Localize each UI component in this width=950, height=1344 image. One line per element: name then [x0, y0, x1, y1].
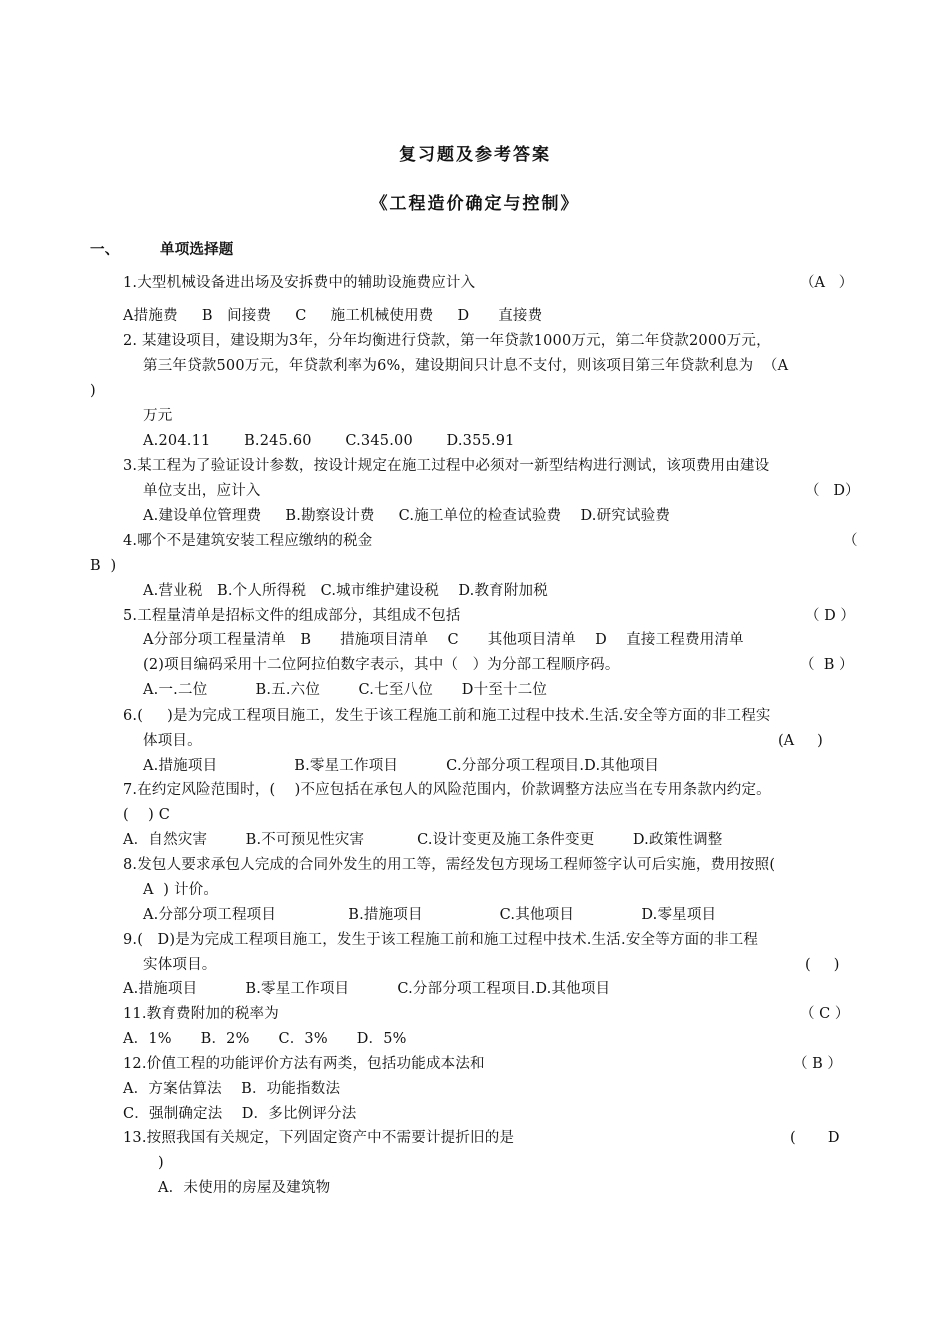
question-2-line-2: 第三年贷款500万元，年贷款利率为6%，建设期间只计息不支付，则该项目第三年贷款利息为 （A [143, 358, 789, 374]
option-13-a: A．未使用的房屋及建筑物 [158, 1180, 331, 1196]
answer-1: （A ） [800, 275, 854, 291]
question-3-line-2: 单位支出，应计入 [143, 483, 261, 499]
answer-3: （ D） [805, 483, 860, 499]
question-6-line-2: 体项目。 [143, 733, 202, 749]
answer-12: （ B ） [793, 1056, 842, 1072]
answer-9: ( ) [805, 957, 840, 973]
answer-6: (A ) [778, 733, 823, 749]
options-11: A．1% B．2% C．3% D．5% [123, 1031, 407, 1047]
question-3-line-1: 3.某工程为了验证设计参数，按设计规定在施工过程中必须对一新型结构进行测试，该项费用由建设 [123, 458, 770, 474]
options-9: A.措施项目 B.零星工作项目 C.分部分项工程项目.D.其他项目 [123, 981, 611, 997]
question-6-line-1: 6.( )是为完成工程项目施工，发生于该工程施工前和施工过程中技术.生活.安全等方面的非工程实 [123, 708, 771, 724]
question-5-2: (2)项目编码采用十二位阿拉伯数字表示，其中（ ）为分部工程顺序码。 [143, 657, 620, 673]
question-9-line-2: 实体项目。 [143, 957, 217, 973]
question-2-line-4: 万元 [143, 408, 173, 424]
options-12-line-2: C．强制确定法 D．多比例评分法 [123, 1106, 357, 1122]
options-5-2: A.一.二位 B.五.六位 C.七至八位 D十至十二位 [143, 682, 548, 698]
answer-4-open: （ [843, 533, 858, 549]
answer-11: （ C ） [800, 1006, 850, 1022]
question-11: 11.教育费附加的税率为 [123, 1006, 279, 1022]
question-8-line-1: 8.发包人要求承包人完成的合同外发生的用工等，需经发包方现场工程师签字认可后实施，费用按照( [123, 857, 776, 873]
section-number: 一、 [90, 242, 120, 258]
options-8: A.分部分项工程项目 B.措施项目 C.其他项目 D.零星项目 [143, 907, 717, 923]
question-2-line-1: 2. 某建设项目，建设期为3年，分年均衡进行贷款，第一年贷款1000万元，第二年贷款2000万元， [123, 333, 771, 349]
options-12-line-1: A．方案估算法 B．功能指数法 [123, 1081, 341, 1097]
options-7: A．自然灾害 B.不可预见性灾害 C.设计变更及施工条件变更 D.政策性调整 [123, 832, 723, 848]
question-2-line-3: ) [90, 383, 96, 399]
answer-5-2: （ B ） [800, 657, 854, 673]
options-6: A.措施项目 B.零星工作项目 C.分部分项工程项目.D.其他项目 [143, 758, 660, 774]
question-4: 4.哪个不是建筑安装工程应缴纳的税金 [123, 533, 373, 549]
question-13: 13.按照我国有关规定，下列固定资产中不需要计提折旧的是 [123, 1130, 515, 1146]
options-3: A.建设单位管理费 B.勘察设计费 C.施工单位的检查试验费 D.研究试验费 [143, 508, 671, 524]
question-13-line-2: ) [158, 1155, 164, 1171]
question-9-line-1: 9.( D)是为完成工程项目施工，发生于该工程施工前和施工过程中技术.生活.安全等方面的非工程 [123, 932, 759, 948]
section-heading: 单项选择题 [160, 242, 234, 258]
options-1: A措施费 B 间接费 C 施工机械使用费 D 直接费 [123, 308, 543, 324]
question-8-line-2: A ) 计价。 [143, 882, 219, 898]
answer-5: （ D ） [805, 608, 855, 624]
answer-13: ( D [790, 1130, 840, 1146]
answer-4: B ) [90, 558, 117, 574]
question-7-line-1: 7.在约定风险范围时，( )不应包括在承包人的风险范围内，价款调整方法应当在专用条款内约定。 [123, 782, 771, 798]
question-1: 1.大型机械设备进出场及安拆费中的辅助设施费应计入 [123, 275, 476, 291]
question-12: 12.价值工程的功能评价方法有两类，包括功能成本法和 [123, 1056, 485, 1072]
document-title: 复习题及参考答案 [399, 145, 551, 165]
options-4: A.营业税 B.个人所得税 C.城市维护建设税 D.教育附加税 [143, 583, 548, 599]
question-5: 5.工程量清单是招标文件的组成部分，其组成不包括 [123, 608, 461, 624]
options-2: A.204.11 B.245.60 C.345.00 D.355.91 [143, 433, 515, 449]
document-subtitle: 《工程造价确定与控制》 [370, 194, 580, 214]
options-5: A分部分项工程量清单 B 措施项目清单 C 其他项目清单 D 直接工程费用清单 [143, 632, 744, 648]
question-7-line-2: ( ) C [123, 807, 171, 823]
